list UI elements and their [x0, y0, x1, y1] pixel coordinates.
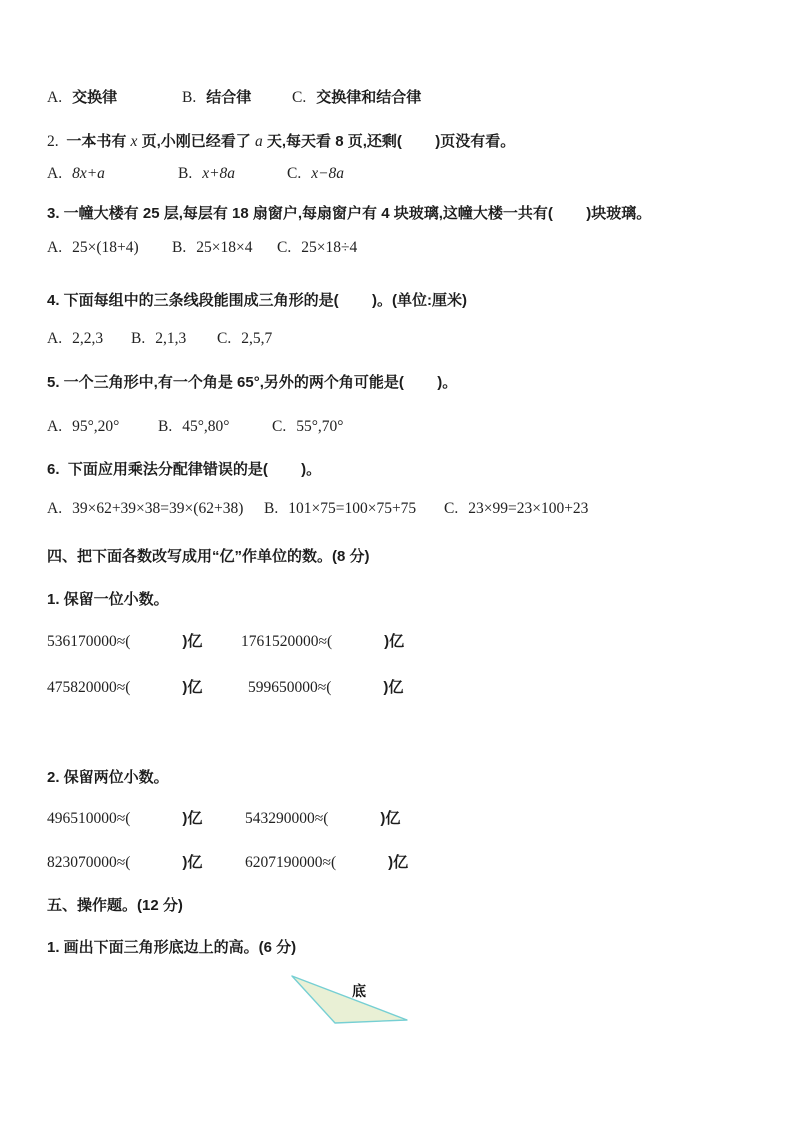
convert-row-1 [0, 630, 793, 652]
option-a-key: A. [47, 239, 63, 256]
section5-title [0, 894, 793, 916]
option-a [47, 86, 117, 107]
approx-open: ≈( [322, 854, 337, 871]
convert-value: 496510000 [47, 810, 117, 827]
option-c [292, 86, 421, 107]
question4-options-row [0, 330, 793, 352]
option-a-key: A. [47, 330, 63, 347]
approx-open: ≈( [116, 679, 131, 696]
approx-open: ≈( [314, 810, 329, 827]
answer-blank [130, 866, 182, 867]
close-unit: )亿 [383, 679, 404, 696]
option-c-text: x−8a [311, 165, 345, 182]
close-unit: )亿 [384, 633, 405, 650]
option-c-key: C. [292, 89, 307, 106]
option-a-key: A. [47, 500, 63, 517]
section5-sub1 [0, 936, 793, 958]
triangle-base-label: 底 [352, 983, 366, 999]
option-c-text: 55°,70° [296, 418, 344, 435]
option-a [47, 239, 139, 257]
convert-item [248, 676, 403, 697]
option-c-text: 23×99=23×100+23 [468, 500, 589, 517]
question2-line [47, 130, 515, 151]
question2-var-x: x [130, 133, 138, 150]
convert-value: 823070000 [47, 854, 117, 871]
section5-title-text: 五、操作题。(12 分) [47, 897, 183, 914]
convert-item [245, 807, 400, 828]
option-a [47, 165, 105, 183]
option-a [47, 330, 103, 348]
approx-open: ≈( [317, 679, 332, 696]
section4-sub2 [0, 766, 793, 788]
answer-blank [331, 691, 383, 692]
convert-row-2 [0, 676, 793, 698]
option-a-text: 交换律 [72, 89, 118, 106]
question4-text [0, 289, 793, 311]
close-unit: )亿 [182, 810, 203, 827]
question2-var-a: a [254, 133, 263, 150]
option-b [172, 239, 252, 257]
convert-value: 6207190000 [245, 854, 323, 871]
option-a-text: 2,2,3 [72, 330, 104, 347]
option-a-text: 39×62+39×38=39×(62+38) [72, 500, 244, 517]
option-b [182, 86, 251, 107]
question2-seg1: 一本书有 [66, 133, 131, 150]
section5-sub1-text: 1. 画出下面三角形底边上的高。(6 分) [47, 939, 297, 956]
answer-blank [328, 822, 380, 823]
close-unit: )亿 [380, 810, 401, 827]
option-b-text: 101×75=100×75+75 [288, 500, 417, 517]
option-b-key: B. [178, 165, 193, 182]
question6-line: 6. 下面应用乘法分配律错误的是( )。 [47, 461, 322, 478]
option-b-text: 结合律 [206, 89, 252, 106]
approx-open: ≈( [318, 633, 333, 650]
question6-options-row [0, 500, 793, 522]
option-a-text: 8x+a [72, 165, 105, 182]
option-c [272, 418, 344, 436]
section4-sub1-text: 1. 保留一位小数。 [47, 591, 169, 608]
option-c [277, 239, 357, 257]
question2-text [0, 130, 793, 152]
convert-item [47, 807, 202, 828]
convert-item [47, 630, 202, 651]
close-unit: )亿 [182, 633, 203, 650]
answer-blank [130, 645, 182, 646]
option-c-key: C. [444, 500, 459, 517]
convert-item [47, 676, 202, 697]
option-a [47, 500, 243, 518]
approx-open: ≈( [116, 810, 131, 827]
option-c-key: C. [277, 239, 292, 256]
convert-value: 1761520000 [241, 633, 319, 650]
option-b [158, 418, 230, 436]
option-b-key: B. [158, 418, 173, 435]
question3-options-row [0, 239, 793, 261]
question2-seg2: 页,小刚已经看了 [137, 133, 255, 150]
convert-value: 599650000 [248, 679, 318, 696]
approx-open: ≈( [116, 854, 131, 871]
question5-line: 5. 一个三角形中,有一个角是 65°,另外的两个角可能是( )。 [47, 374, 458, 391]
option-c [444, 500, 588, 518]
question2-number: 2. [47, 133, 67, 150]
convert-value: 536170000 [47, 633, 117, 650]
option-a [47, 418, 119, 436]
obtuse-triangle-shape [292, 976, 407, 1023]
option-c-key: C. [217, 330, 232, 347]
option-b-text: 45°,80° [182, 418, 230, 435]
question3-text [0, 202, 793, 224]
option-b [178, 165, 235, 183]
option-a-key: A. [47, 165, 63, 182]
option-c-text: 2,5,7 [241, 330, 273, 347]
option-a-text: 25×(18+4) [72, 239, 139, 256]
option-a-key: A. [47, 418, 63, 435]
convert-item [47, 851, 202, 872]
answer-blank [332, 645, 384, 646]
question2-seg3: 天,每天看 8 页,还剩( )页没有看。 [262, 133, 516, 150]
question4-line: 4. 下面每组中的三条线段能围成三角形的是( )。(单位:厘米) [47, 292, 467, 309]
question5-options-row [0, 418, 793, 440]
convert-item [241, 630, 404, 651]
option-c [217, 330, 272, 348]
option-b-text: 25×18×4 [196, 239, 253, 256]
option-c-key: C. [287, 165, 302, 182]
close-unit: )亿 [388, 854, 409, 871]
option-b [131, 330, 186, 348]
convert-row-3 [0, 807, 793, 829]
question3-line: 3. 一幢大楼有 25 层,每层有 18 扇窗户,每扇窗户有 4 块玻璃,这幢大楼一共有( )块玻璃。 [47, 205, 652, 222]
close-unit: )亿 [182, 854, 203, 871]
option-a-key: A. [47, 89, 63, 106]
question2-options-row [0, 165, 793, 187]
section4-title-text: 四、把下面各数改写成用“亿”作单位的数。(8 分) [47, 548, 370, 565]
close-unit: )亿 [182, 679, 203, 696]
section4-title [0, 545, 793, 567]
convert-value: 543290000 [245, 810, 315, 827]
answer-blank [130, 822, 182, 823]
option-c-key: C. [272, 418, 287, 435]
option-b-text: x+8a [202, 165, 236, 182]
convert-row-4 [0, 851, 793, 873]
option-c [287, 165, 344, 183]
option-c-text: 交换律和结合律 [316, 89, 422, 106]
option-b-text: 2,1,3 [155, 330, 187, 347]
section4-sub2-text: 2. 保留两位小数。 [47, 769, 169, 786]
approx-open: ≈( [116, 633, 131, 650]
question1-options-row [0, 86, 793, 108]
answer-blank [130, 691, 182, 692]
question6-text [0, 458, 793, 480]
section4-sub1 [0, 588, 793, 610]
option-b [264, 500, 416, 518]
convert-item [245, 851, 408, 872]
option-b-key: B. [131, 330, 146, 347]
option-b-key: B. [264, 500, 279, 517]
option-b-key: B. [172, 239, 187, 256]
option-a-text: 95°,20° [72, 418, 120, 435]
answer-blank [336, 866, 388, 867]
convert-value: 475820000 [47, 679, 117, 696]
option-b-key: B. [182, 89, 197, 106]
question5-text [0, 371, 793, 393]
option-c-text: 25×18÷4 [301, 239, 358, 256]
